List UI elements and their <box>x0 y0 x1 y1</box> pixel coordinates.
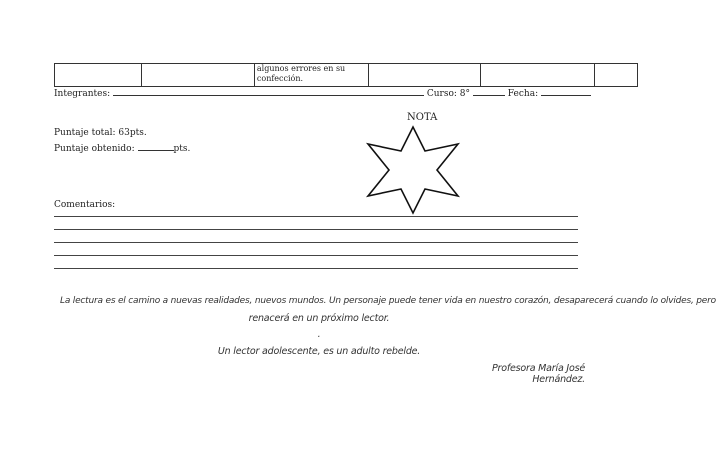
rubric-text-line2: confección. <box>256 74 304 83</box>
rubric-table-row <box>54 63 638 87</box>
puntaje-total: Puntaje total: 63pts. <box>54 128 147 138</box>
rubric-cell-description <box>254 64 368 87</box>
comment-line[interactable] <box>54 216 578 217</box>
comment-line[interactable] <box>54 242 578 243</box>
rubric-cell <box>481 64 595 87</box>
integrantes-field[interactable] <box>113 86 424 96</box>
quote-dot: . <box>317 329 321 340</box>
puntaje-obtenido-field[interactable] <box>138 141 174 151</box>
rubric-cell <box>142 64 254 87</box>
puntaje-obtenido-label: Puntaje obtenido: <box>54 144 135 154</box>
rubric-text-line1: algunos errores en su <box>256 64 346 73</box>
pts-suffix: pts. <box>173 144 191 154</box>
comment-line[interactable] <box>54 229 578 230</box>
rubric-cell <box>595 64 638 87</box>
puntaje-obtenido-row <box>54 141 190 155</box>
rubric-cell <box>368 64 480 87</box>
quote-line2: renacerá en un próximo lector. <box>248 313 390 324</box>
fecha-field[interactable] <box>541 86 591 96</box>
signature: Profesora María José Hernández. <box>492 363 585 385</box>
fecha-label: Fecha: <box>507 89 539 99</box>
comentarios-label: Comentarios: <box>54 200 116 210</box>
grade-star-icon <box>360 125 466 215</box>
curso-label: Curso: 8° <box>426 89 471 99</box>
integrantes-label: Integrantes: <box>54 89 111 99</box>
integrantes-row <box>54 86 574 100</box>
star-shape <box>368 127 458 213</box>
comment-line[interactable] <box>54 255 578 256</box>
comment-line[interactable] <box>54 268 578 269</box>
curso-field[interactable] <box>473 86 505 96</box>
rubric-cell <box>55 64 142 87</box>
quote-line1: La lectura es el camino a nuevas realidades, nuevos mundos. Un personaje puede tener vida en nuestro corazón, desaparecerá cuando lo olvides, pero <box>60 296 716 306</box>
quote-line3: Un lector adolescente, es un adulto rebelde. <box>217 346 421 357</box>
nota-label: NOTA <box>407 112 438 123</box>
